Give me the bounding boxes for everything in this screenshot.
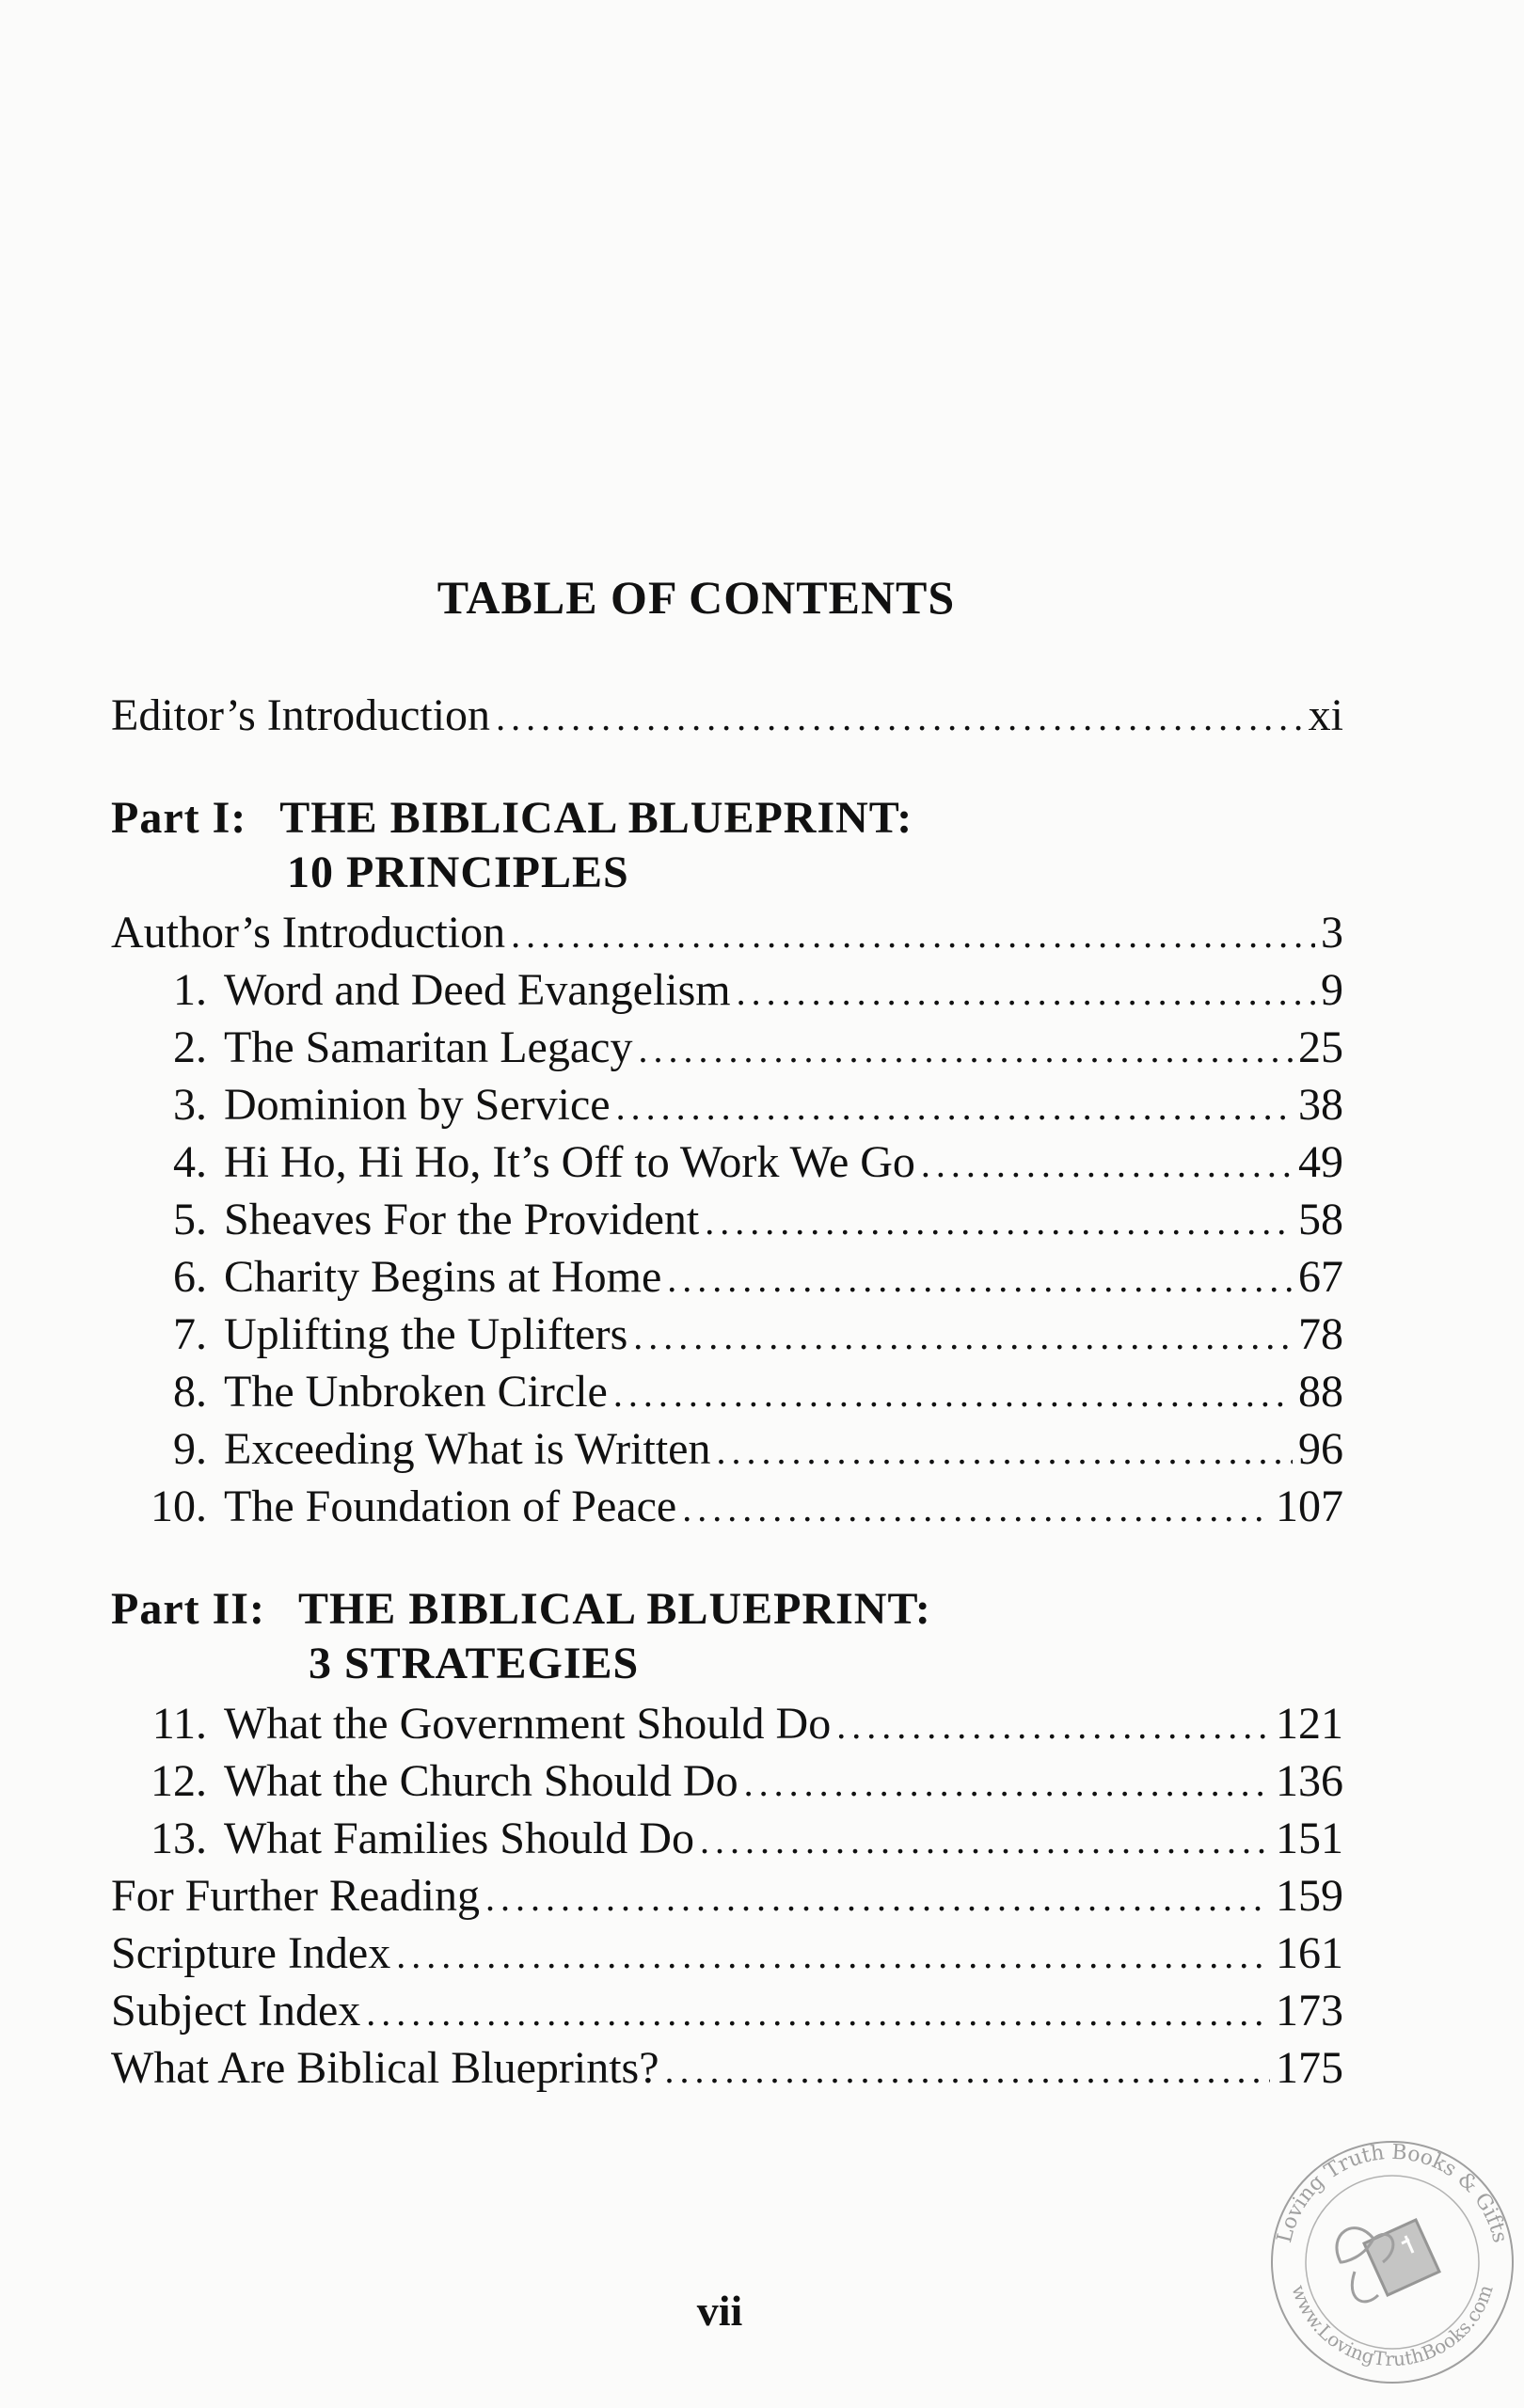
chapter-title: The Foundation of Peace bbox=[224, 1481, 677, 1531]
chapter-page: 49 bbox=[1298, 1137, 1343, 1187]
chapter-page: 9 bbox=[1321, 965, 1343, 1015]
dot-leader bbox=[613, 1365, 1293, 1422]
table-of-contents bbox=[111, 687, 1343, 2097]
chapter-title: Uplifting the Uplifters bbox=[224, 1309, 628, 1359]
dot-leader bbox=[737, 963, 1315, 1021]
chapter-number: 9. bbox=[173, 1424, 207, 1474]
chapter-page: 38 bbox=[1298, 1080, 1343, 1130]
chapter-title: What Families Should Do bbox=[224, 1814, 694, 1863]
dot-leader bbox=[396, 1926, 1270, 1984]
chapter-number: 1. bbox=[173, 965, 207, 1015]
toc-entry-page: xi bbox=[1308, 690, 1343, 740]
stamp-text-top: Loving Truth Books & Gifts bbox=[1273, 2140, 1512, 2245]
toc-chapter bbox=[111, 961, 1343, 1019]
part-title: THE BIBLICAL BLUEPRINT: bbox=[297, 1584, 931, 1634]
chapter-title: Exceeding What is Written bbox=[224, 1424, 711, 1474]
toc-chapter bbox=[111, 1695, 1343, 1752]
chapter-page: 151 bbox=[1276, 1814, 1343, 1863]
dot-leader bbox=[921, 1135, 1293, 1193]
toc-chapter bbox=[111, 1133, 1343, 1191]
toc-chapter bbox=[111, 1191, 1343, 1248]
chapter-number: 7. bbox=[173, 1309, 207, 1359]
dot-leader bbox=[667, 1250, 1293, 1307]
part-label: Part II: bbox=[111, 1584, 265, 1634]
dot-leader bbox=[744, 1754, 1270, 1812]
toc-entry-label: For Further Reading bbox=[111, 1871, 480, 1921]
chapter-number: 5. bbox=[173, 1195, 207, 1244]
toc-entry-label: Author’s Introduction bbox=[111, 908, 506, 958]
toc-entry-what-are-biblical-blueprints bbox=[111, 2039, 1343, 2097]
chapter-number: 11. bbox=[151, 1699, 207, 1749]
chapter-number: 13. bbox=[151, 1814, 207, 1863]
dot-leader bbox=[511, 906, 1315, 963]
toc-entry-page: 173 bbox=[1276, 1986, 1343, 2036]
toc-chapter bbox=[111, 1420, 1343, 1478]
chapter-number: 8. bbox=[173, 1367, 207, 1417]
chapter-number: 12. bbox=[151, 1756, 207, 1806]
chapter-title: What the Government Should Do bbox=[224, 1699, 832, 1749]
toc-chapter bbox=[111, 1363, 1343, 1420]
part-subtitle: 3 STRATEGIES bbox=[309, 1639, 640, 1688]
stamp-text-bottom: www.LovingTruthBooks.com bbox=[1287, 2281, 1498, 2371]
dot-leader bbox=[836, 1697, 1270, 1754]
toc-entry-page: 161 bbox=[1276, 1928, 1343, 1978]
chapter-number: 3. bbox=[173, 1080, 207, 1130]
toc-entry-label: Subject Index bbox=[111, 1986, 361, 2036]
toc-chapter bbox=[111, 1076, 1343, 1133]
watermark-stamp bbox=[1251, 2121, 1524, 2403]
chapter-page: 107 bbox=[1276, 1481, 1343, 1531]
part-subtitle: 10 PRINCIPLES bbox=[287, 848, 629, 897]
dot-leader bbox=[682, 1480, 1270, 1537]
chapter-page: 78 bbox=[1298, 1309, 1343, 1359]
part-heading-1 bbox=[111, 791, 1343, 900]
chapter-number: 10. bbox=[151, 1481, 207, 1531]
chapter-title: Hi Ho, Hi Ho, It’s Off to Work We Go bbox=[224, 1137, 915, 1187]
chapter-number: 6. bbox=[173, 1252, 207, 1302]
dot-leader bbox=[716, 1422, 1293, 1480]
dot-leader bbox=[485, 1869, 1270, 1926]
part-heading-2 bbox=[111, 1582, 1343, 1691]
toc-entry-page: 175 bbox=[1276, 2043, 1343, 2093]
toc-entry-label: What Are Biblical Blueprints? bbox=[111, 2043, 659, 2093]
toc-chapter bbox=[111, 1306, 1343, 1363]
toc-entry-page: 3 bbox=[1321, 908, 1343, 958]
dot-leader bbox=[633, 1307, 1293, 1365]
toc-entry-scripture-index bbox=[111, 1925, 1343, 1982]
dot-leader bbox=[366, 1984, 1270, 2041]
chapter-page: 96 bbox=[1298, 1424, 1343, 1474]
toc-entry-subject-index bbox=[111, 1982, 1343, 2039]
dot-leader bbox=[496, 689, 1303, 746]
chapter-page: 67 bbox=[1298, 1252, 1343, 1302]
chapter-title: The Samaritan Legacy bbox=[224, 1022, 633, 1072]
toc-chapter bbox=[111, 1248, 1343, 1306]
page-title: TABLE OF CONTENTS bbox=[437, 571, 956, 624]
chapter-page: 136 bbox=[1276, 1756, 1343, 1806]
dot-leader bbox=[705, 1193, 1293, 1250]
toc-entry-label: Editor’s Introduction bbox=[111, 690, 491, 740]
chapter-title: What the Church Should Do bbox=[224, 1756, 738, 1806]
chapter-number: 2. bbox=[173, 1022, 207, 1072]
bible-with-ribbon-icon bbox=[1337, 2220, 1439, 2302]
chapter-title: Charity Begins at Home bbox=[224, 1252, 662, 1302]
toc-entry-authors-introduction bbox=[111, 904, 1343, 961]
toc-chapter bbox=[111, 1810, 1343, 1867]
chapter-number: 4. bbox=[173, 1137, 207, 1187]
chapter-title: The Unbroken Circle bbox=[224, 1367, 608, 1417]
part-title: THE BIBLICAL BLUEPRINT: bbox=[279, 793, 913, 843]
dot-leader bbox=[616, 1078, 1293, 1135]
dot-leader bbox=[638, 1021, 1293, 1078]
dot-leader bbox=[665, 2041, 1270, 2099]
toc-chapter bbox=[111, 1019, 1343, 1076]
chapter-page: 88 bbox=[1298, 1367, 1343, 1417]
toc-entry-label: Scripture Index bbox=[111, 1928, 391, 1978]
chapter-title: Sheaves For the Provident bbox=[224, 1195, 700, 1244]
dot-leader bbox=[700, 1812, 1270, 1869]
toc-chapter bbox=[111, 1478, 1343, 1535]
toc-chapter bbox=[111, 1752, 1343, 1810]
chapter-title: Word and Deed Evangelism bbox=[224, 965, 731, 1015]
chapter-title: Dominion by Service bbox=[224, 1080, 611, 1130]
toc-entry-editors-introduction bbox=[111, 687, 1343, 744]
chapter-page: 121 bbox=[1276, 1699, 1343, 1749]
chapter-page: 25 bbox=[1298, 1022, 1343, 1072]
toc-entry-further-reading bbox=[111, 1867, 1343, 1925]
page-number: vii bbox=[696, 2287, 743, 2335]
part-label: Part I: bbox=[111, 793, 247, 843]
toc-entry-page: 159 bbox=[1276, 1871, 1343, 1921]
chapter-page: 58 bbox=[1298, 1195, 1343, 1244]
